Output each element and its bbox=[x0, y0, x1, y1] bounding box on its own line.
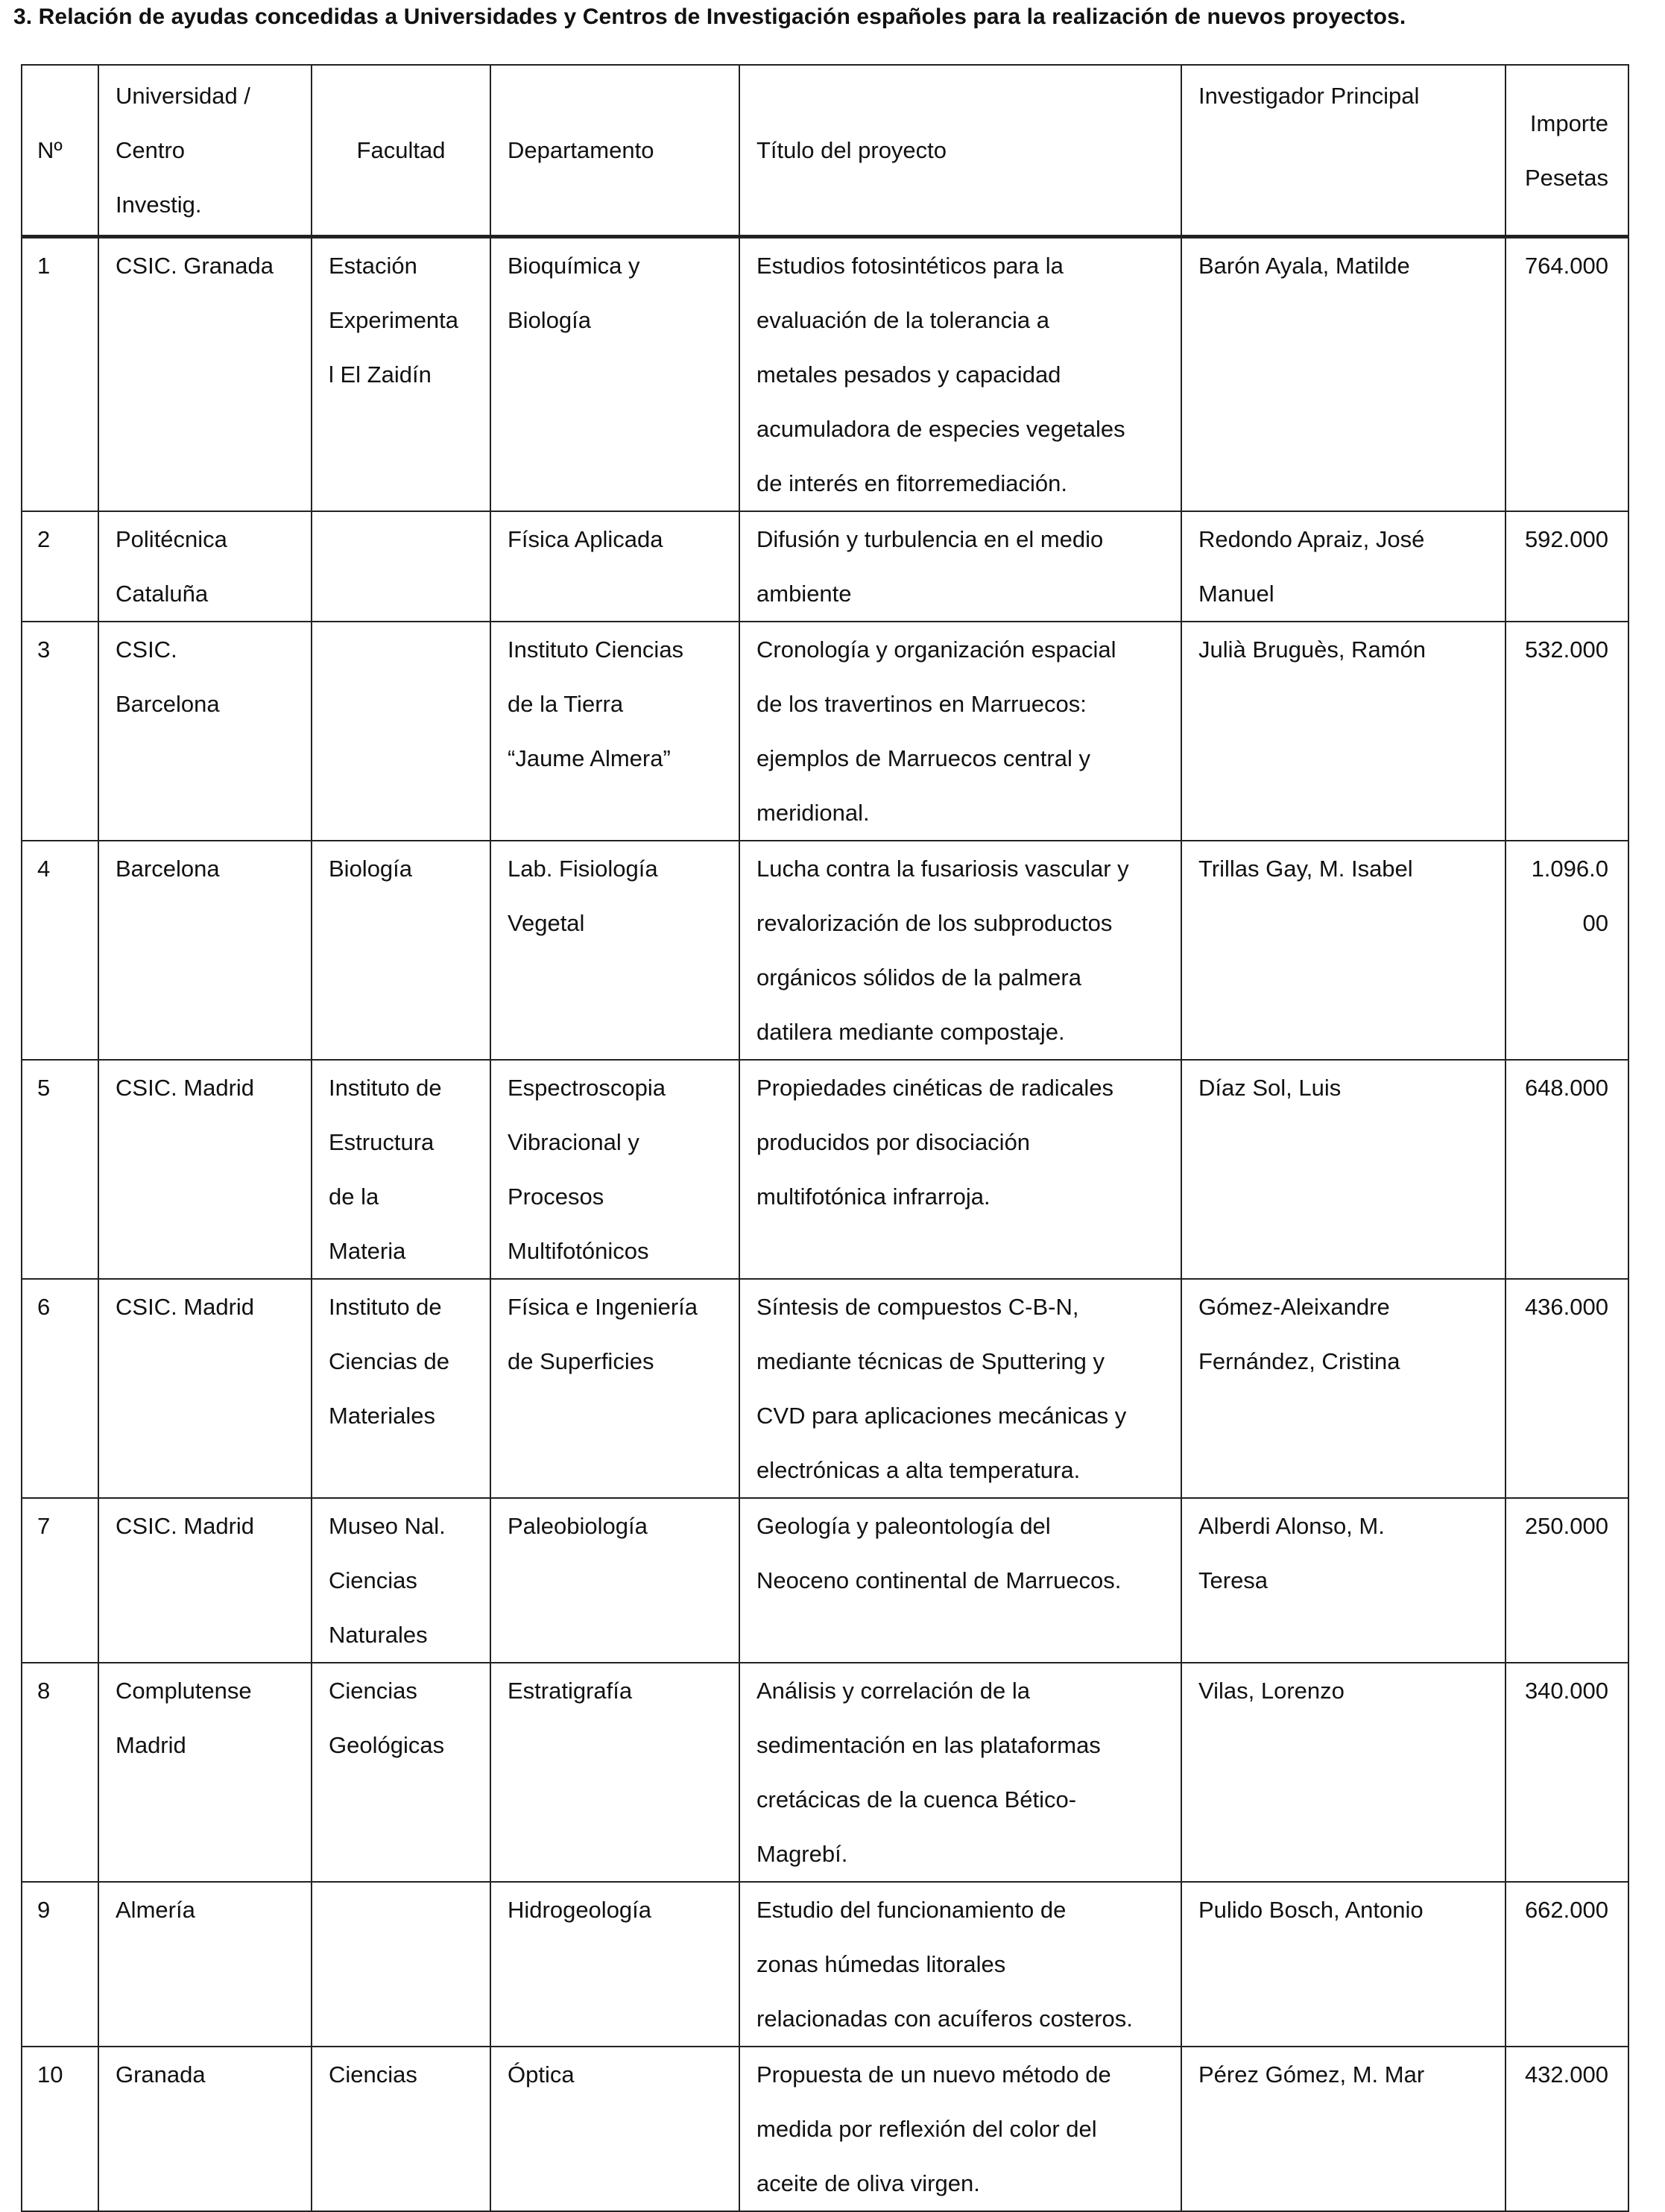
cell-departamento bbox=[490, 1279, 739, 1498]
cell-titulo-line: cretácicas de la cuenca Bético- bbox=[756, 1786, 1077, 1813]
document-title: 3. Relación de ayudas concedidas a Universidades y Centros de Investigación españoles para la realización de nuevos proyectos. bbox=[13, 4, 1406, 29]
cell-importe: 250.000 bbox=[1506, 1498, 1628, 1663]
cell-titulo-line: Estudios fotosintéticos para la bbox=[756, 253, 1064, 279]
cell-titulo-line: relacionadas con acuíferos costeros. bbox=[756, 2006, 1133, 2032]
table-row bbox=[22, 237, 1628, 512]
cell-importe: 1.096.000 bbox=[1506, 841, 1628, 1060]
cell-universidad-line: CSIC. bbox=[116, 636, 177, 663]
cell-investigador-line: Alberdi Alonso, M. bbox=[1198, 1513, 1385, 1539]
header-facultad: Facultad bbox=[312, 65, 490, 237]
cell-titulo bbox=[739, 1882, 1181, 2047]
cell-investigador-line: Julià Bruguès, Ramón bbox=[1198, 636, 1426, 663]
cell-investigador-line: Trillas Gay, M. Isabel bbox=[1198, 856, 1413, 882]
cell-num: 10 bbox=[22, 2047, 98, 2211]
cell-facultad-line: Materia bbox=[329, 1238, 406, 1264]
cell-departamento-line: Biología bbox=[508, 307, 592, 333]
cell-departamento-line: Bioquímica y bbox=[508, 253, 640, 279]
cell-departamento bbox=[490, 511, 739, 622]
cell-titulo-line: Neoceno continental de Marruecos. bbox=[756, 1567, 1122, 1593]
cell-investigador-line: Manuel bbox=[1198, 581, 1274, 607]
cell-facultad bbox=[312, 1279, 490, 1498]
cell-facultad-line: Ciencias bbox=[329, 1678, 417, 1704]
cell-investigador bbox=[1181, 2047, 1506, 2211]
cell-departamento-line: Paleobiología bbox=[508, 1513, 648, 1539]
cell-universidad-line: Granada bbox=[116, 2061, 206, 2088]
cell-universidad bbox=[98, 2047, 312, 2211]
cell-titulo-line: aceite de oliva virgen. bbox=[756, 2170, 980, 2196]
cell-investigador-line: Pérez Gómez, M. Mar bbox=[1198, 2061, 1425, 2088]
cell-departamento-line: de la Tierra bbox=[508, 691, 624, 717]
cell-titulo-line: mediante técnicas de Sputtering y bbox=[756, 1348, 1105, 1374]
cell-departamento bbox=[490, 622, 739, 841]
cell-facultad bbox=[312, 511, 490, 622]
table-row bbox=[22, 511, 1628, 622]
cell-titulo bbox=[739, 1498, 1181, 1663]
cell-departamento-line: Instituto Ciencias bbox=[508, 636, 684, 663]
cell-num: 1 bbox=[22, 237, 98, 512]
cell-facultad-line: Experimenta bbox=[329, 307, 459, 333]
cell-titulo-line: de los travertinos en Marruecos: bbox=[756, 691, 1087, 717]
cell-facultad bbox=[312, 1882, 490, 2047]
cell-investigador-line: Redondo Apraiz, José bbox=[1198, 526, 1425, 552]
cell-universidad-line: Almería bbox=[116, 1897, 195, 1923]
cell-num: 8 bbox=[22, 1663, 98, 1882]
cell-titulo-line: acumuladora de especies vegetales bbox=[756, 416, 1125, 442]
cell-num: 2 bbox=[22, 511, 98, 622]
cell-importe: 648.000 bbox=[1506, 1060, 1628, 1279]
cell-titulo bbox=[739, 841, 1181, 1060]
cell-investigador-line: Pulido Bosch, Antonio bbox=[1198, 1897, 1424, 1923]
table-row bbox=[22, 622, 1628, 841]
cell-departamento-line: Óptica bbox=[508, 2061, 575, 2088]
cell-titulo-line: de interés en fitorremediación. bbox=[756, 470, 1068, 496]
cell-universidad bbox=[98, 1882, 312, 2047]
cell-universidad-line: CSIC. Madrid bbox=[116, 1294, 255, 1320]
cell-facultad bbox=[312, 622, 490, 841]
cell-titulo bbox=[739, 1060, 1181, 1279]
header-importe-line: Importe bbox=[1529, 110, 1608, 136]
cell-departamento-line: Estratigrafía bbox=[508, 1678, 633, 1704]
table-row bbox=[22, 2047, 1628, 2211]
table-row bbox=[22, 841, 1628, 1060]
cell-titulo-line: datilera mediante compostaje. bbox=[756, 1019, 1065, 1045]
cell-investigador-line: Barón Ayala, Matilde bbox=[1198, 253, 1410, 279]
cell-importe: 592.000 bbox=[1506, 511, 1628, 622]
cell-titulo-line: Propiedades cinéticas de radicales bbox=[756, 1075, 1114, 1101]
cell-universidad bbox=[98, 1060, 312, 1279]
cell-importe: 764.000 bbox=[1506, 237, 1628, 512]
cell-facultad-line: l El Zaidín bbox=[329, 361, 432, 388]
cell-facultad bbox=[312, 1498, 490, 1663]
cell-universidad-line: Barcelona bbox=[116, 856, 220, 882]
cell-num: 6 bbox=[22, 1279, 98, 1498]
cell-importe: 432.000 bbox=[1506, 2047, 1628, 2211]
cell-investigador bbox=[1181, 1060, 1506, 1279]
cell-facultad-line: Materiales bbox=[329, 1403, 435, 1429]
cell-investigador bbox=[1181, 622, 1506, 841]
cell-investigador bbox=[1181, 1663, 1506, 1882]
cell-investigador-line: Fernández, Cristina bbox=[1198, 1348, 1400, 1374]
cell-importe: 662.000 bbox=[1506, 1882, 1628, 2047]
cell-investigador-line: Díaz Sol, Luis bbox=[1198, 1075, 1342, 1101]
cell-titulo-line: Lucha contra la fusariosis vascular y bbox=[756, 856, 1129, 882]
cell-facultad bbox=[312, 2047, 490, 2211]
cell-universidad-line: CSIC. Madrid bbox=[116, 1513, 255, 1539]
cell-investigador-line: Vilas, Lorenzo bbox=[1198, 1678, 1345, 1704]
cell-universidad-line: CSIC. Madrid bbox=[116, 1075, 255, 1101]
cell-departamento bbox=[490, 1060, 739, 1279]
cell-universidad-line: Complutense bbox=[116, 1678, 252, 1704]
cell-num: 4 bbox=[22, 841, 98, 1060]
cell-titulo-line: revalorización de los subproductos bbox=[756, 910, 1113, 936]
cell-facultad-line: de la bbox=[329, 1184, 379, 1210]
cell-titulo-line: medida por reflexión del color del bbox=[756, 2116, 1097, 2142]
cell-departamento-line: Espectroscopia bbox=[508, 1075, 666, 1101]
cell-num: 7 bbox=[22, 1498, 98, 1663]
cell-importe: 532.000 bbox=[1506, 622, 1628, 841]
cell-departamento-line: Procesos bbox=[508, 1184, 604, 1210]
cell-num: 9 bbox=[22, 1882, 98, 2047]
cell-departamento-line: Vibracional y bbox=[508, 1129, 639, 1155]
cell-departamento-line: Multifotónicos bbox=[508, 1238, 649, 1264]
cell-titulo bbox=[739, 2047, 1181, 2211]
cell-facultad-line: Ciencias de bbox=[329, 1348, 449, 1374]
cell-facultad-line: Naturales bbox=[329, 1622, 428, 1648]
cell-universidad bbox=[98, 841, 312, 1060]
table-row bbox=[22, 1279, 1628, 1498]
cell-titulo-line: CVD para aplicaciones mecánicas y bbox=[756, 1403, 1127, 1429]
cell-departamento bbox=[490, 1498, 739, 1663]
cell-departamento-line: Física e Ingeniería bbox=[508, 1294, 698, 1320]
cell-facultad bbox=[312, 841, 490, 1060]
cell-titulo-line: ambiente bbox=[756, 581, 852, 607]
cell-universidad-line: Cataluña bbox=[116, 581, 209, 607]
cell-universidad bbox=[98, 1498, 312, 1663]
cell-titulo bbox=[739, 622, 1181, 841]
cell-num: 5 bbox=[22, 1060, 98, 1279]
cell-universidad-line: Madrid bbox=[116, 1732, 186, 1758]
cell-investigador-line: Teresa bbox=[1198, 1567, 1269, 1593]
table-row bbox=[22, 1663, 1628, 1882]
cell-universidad bbox=[98, 1279, 312, 1498]
cell-titulo-line: electrónicas a alta temperatura. bbox=[756, 1457, 1081, 1483]
cell-departamento-line: “Jaume Almera” bbox=[508, 745, 671, 771]
cell-titulo bbox=[739, 1663, 1181, 1882]
cell-titulo-line: producidos por disociación bbox=[756, 1129, 1031, 1155]
cell-departamento-line: Vegetal bbox=[508, 910, 585, 936]
cell-facultad-line: Geológicas bbox=[329, 1732, 445, 1758]
cell-universidad bbox=[98, 511, 312, 622]
cell-titulo-line: Cronología y organización espacial bbox=[756, 636, 1116, 663]
cell-facultad-line: Estación bbox=[329, 253, 417, 279]
cell-facultad-line: Estructura bbox=[329, 1129, 435, 1155]
cell-investigador bbox=[1181, 841, 1506, 1060]
cell-departamento bbox=[490, 841, 739, 1060]
cell-universidad bbox=[98, 237, 312, 512]
header-departamento: Departamento bbox=[490, 65, 739, 237]
cell-departamento-line: de Superficies bbox=[508, 1348, 654, 1374]
table-body bbox=[22, 237, 1628, 2212]
cell-investigador-line: Gómez-Aleixandre bbox=[1198, 1294, 1390, 1320]
header-num: Nº bbox=[22, 65, 98, 237]
cell-titulo bbox=[739, 511, 1181, 622]
cell-titulo-line: zonas húmedas litorales bbox=[756, 1951, 1006, 1977]
cell-universidad-line: Barcelona bbox=[116, 691, 220, 717]
cell-facultad-line: Instituto de bbox=[329, 1075, 442, 1101]
cell-titulo-line: Propuesta de un nuevo método de bbox=[756, 2061, 1111, 2088]
cell-facultad-line: Ciencias bbox=[329, 1567, 417, 1593]
cell-departamento bbox=[490, 2047, 739, 2211]
cell-importe: 340.000 bbox=[1506, 1663, 1628, 1882]
cell-titulo bbox=[739, 1279, 1181, 1498]
cell-titulo-line: Difusión y turbulencia en el medio bbox=[756, 526, 1104, 552]
cell-facultad-line: Ciencias bbox=[329, 2061, 417, 2088]
cell-titulo-line: Geología y paleontología del bbox=[756, 1513, 1051, 1539]
cell-investigador bbox=[1181, 1498, 1506, 1663]
cell-facultad-line: Museo Nal. bbox=[329, 1513, 446, 1539]
cell-investigador bbox=[1181, 1882, 1506, 2047]
cell-departamento-line: Física Aplicada bbox=[508, 526, 663, 552]
header-importe bbox=[1506, 65, 1628, 237]
cell-investigador bbox=[1181, 511, 1506, 622]
header-titulo: Título del proyecto bbox=[739, 65, 1181, 237]
cell-titulo-line: Estudio del funcionamiento de bbox=[756, 1897, 1067, 1923]
cell-titulo-line: Análisis y correlación de la bbox=[756, 1678, 1031, 1704]
cell-importe: 436.000 bbox=[1506, 1279, 1628, 1498]
grants-table bbox=[21, 64, 1629, 2212]
cell-titulo-line: orgánicos sólidos de la palmera bbox=[756, 964, 1081, 990]
cell-departamento bbox=[490, 1663, 739, 1882]
header-universidad-line: Investig. bbox=[116, 192, 202, 218]
header-universidad-line: Centro bbox=[116, 137, 186, 163]
cell-universidad-line: Politécnica bbox=[116, 526, 227, 552]
cell-titulo-line: multifotónica infrarroja. bbox=[756, 1184, 991, 1210]
table-row bbox=[22, 1882, 1628, 2047]
header-universidad bbox=[98, 65, 312, 237]
cell-departamento bbox=[490, 237, 739, 512]
cell-investigador bbox=[1181, 1279, 1506, 1498]
cell-facultad-line: Instituto de bbox=[329, 1294, 442, 1320]
cell-titulo bbox=[739, 237, 1181, 512]
cell-titulo-line: metales pesados y capacidad bbox=[756, 361, 1061, 388]
header-importe-line: Pesetas bbox=[1524, 164, 1608, 191]
cell-facultad bbox=[312, 1060, 490, 1279]
cell-titulo-line: evaluación de la tolerancia a bbox=[756, 307, 1049, 333]
cell-num: 3 bbox=[22, 622, 98, 841]
cell-departamento-line: Lab. Fisiología bbox=[508, 856, 658, 882]
table-row bbox=[22, 1060, 1628, 1279]
cell-titulo-line: sedimentación en las plataformas bbox=[756, 1732, 1101, 1758]
cell-titulo-line: ejemplos de Marruecos central y bbox=[756, 745, 1090, 771]
cell-investigador bbox=[1181, 237, 1506, 512]
cell-universidad bbox=[98, 1663, 312, 1882]
table-row bbox=[22, 1498, 1628, 1663]
cell-facultad-line: Biología bbox=[329, 856, 413, 882]
cell-titulo-line: Magrebí. bbox=[756, 1841, 848, 1867]
cell-facultad bbox=[312, 237, 490, 512]
table-header-row bbox=[22, 65, 1628, 237]
cell-titulo-line: meridional. bbox=[756, 800, 870, 826]
cell-facultad bbox=[312, 1663, 490, 1882]
cell-titulo-line: Síntesis de compuestos C-B-N, bbox=[756, 1294, 1079, 1320]
cell-universidad-line: CSIC. Granada bbox=[116, 253, 274, 279]
cell-universidad bbox=[98, 622, 312, 841]
cell-departamento bbox=[490, 1882, 739, 2047]
header-universidad-line: Universidad / bbox=[116, 83, 250, 109]
header-investigador: Investigador Principal bbox=[1181, 65, 1506, 237]
cell-departamento-line: Hidrogeología bbox=[508, 1897, 652, 1923]
